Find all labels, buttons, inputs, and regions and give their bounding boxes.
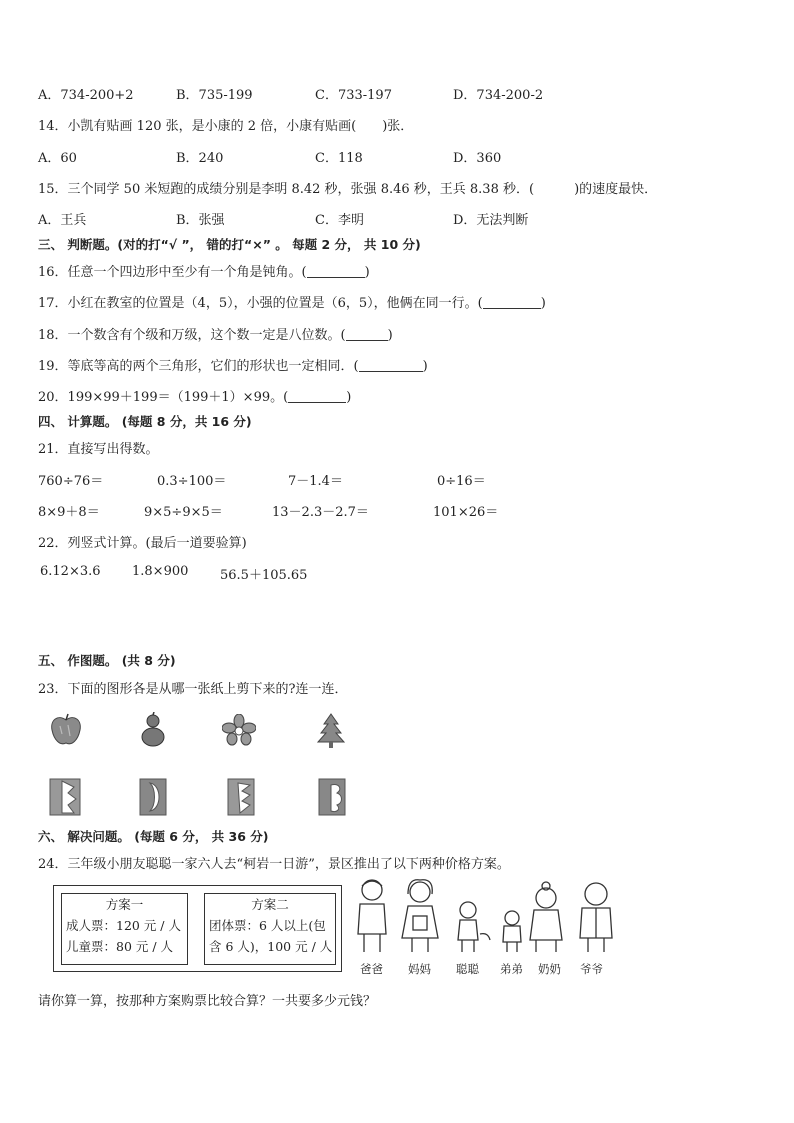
q14-option-b[interactable]: B．240: [176, 151, 224, 166]
q21-item-6[interactable]: 9×5÷9×5＝: [144, 505, 223, 520]
q16-answer-blank[interactable]: [307, 265, 365, 278]
plan-two-line1: 团体票：6 人以上(包: [209, 918, 326, 933]
section-6-heading: 六、 解决问题。 (每题 6 分， 共 36 分): [38, 829, 269, 844]
q15-option-c[interactable]: C．李明: [315, 213, 364, 228]
q24-stem: 24．三年级小朋友聪聪一家六人去“柯岩一日游”，景区推出了以下两种价格方案。: [38, 857, 510, 872]
q16: [38, 261, 370, 280]
q13-option-a[interactable]: A．734-200+2: [38, 88, 134, 103]
q16-text: 16．任意一个四边形中至少有一个角是钝角。(: [38, 265, 307, 280]
q18: [38, 324, 393, 343]
brother-figure: [503, 911, 521, 952]
q15-option-b[interactable]: B．张强: [176, 213, 225, 228]
q21-item-5[interactable]: 8×9＋8＝: [38, 505, 100, 520]
q17-close-paren: ): [540, 296, 546, 311]
label-grandpa: 爷爷: [580, 962, 603, 976]
section-5-heading: 五、 作图题。 (共 8 分): [38, 653, 176, 668]
plan-one-title: 方案一: [105, 897, 144, 912]
grandma-figure: [530, 882, 562, 952]
plan-two-title: 方案二: [251, 897, 289, 912]
q14-stem-b: )张．: [382, 119, 414, 134]
label-mom: 妈妈: [408, 962, 431, 976]
q14-stem: [38, 115, 413, 134]
mom-figure: [402, 880, 438, 952]
q23-stem: 23．下面的图形各是从哪一张纸上剪下来的?连一连．: [38, 682, 348, 697]
q19-text: 19．等底等高的两个三角形，它们的形状也一定相同．(: [38, 359, 359, 374]
paper-cut-2[interactable]: [138, 777, 168, 817]
tree-icon[interactable]: [316, 712, 346, 748]
q15-stem-b: )的速度最快．: [574, 182, 658, 197]
plan-one-adult: 成人票：120 元 / 人: [66, 918, 181, 933]
flower-icon[interactable]: [222, 714, 256, 746]
q14-option-c[interactable]: C．118: [315, 151, 363, 166]
q15-stem-a: 15．三个同学 50 米短跑的成绩分别是李明 8.42 秒，张强 8.46 秒，王兵 8.38 秒．(: [38, 182, 535, 197]
q17-answer-blank[interactable]: [483, 296, 541, 309]
q19-close-paren: ): [422, 359, 428, 374]
paper-cut-1[interactable]: [48, 777, 82, 817]
q21-stem: 21．直接写出得数。: [38, 442, 159, 457]
price-plans-box: [53, 885, 342, 972]
grandpa-figure: [580, 883, 612, 952]
q20-text: 20．199×99＋199＝（199＋1）×99。(: [38, 390, 289, 405]
label-dad: 爸爸: [360, 962, 383, 976]
q17: [38, 292, 546, 311]
q22-item-2[interactable]: 1.8×900: [132, 564, 189, 579]
q21-item-1[interactable]: 760÷76＝: [38, 474, 104, 489]
q15-stem: [38, 178, 657, 197]
q21-item-2[interactable]: 0.3÷100＝: [157, 474, 227, 489]
gourd-icon[interactable]: [138, 712, 168, 748]
plan-two: [204, 893, 336, 965]
q15-option-a[interactable]: A．王兵: [38, 213, 87, 228]
q17-text: 17．小红在教室的位置是（4，5），小强的位置是（6，5），他俩在同一行。(: [38, 296, 483, 311]
q13-option-d[interactable]: D．734-200-2: [453, 88, 544, 103]
q21-item-8[interactable]: 101×26＝: [433, 505, 499, 520]
section-3-heading: 三、 判断题。(对的打“√ ”， 错的打“×” 。 每题 2 分， 共 10 分): [38, 237, 421, 252]
plan-two-line2: 含 6 人)，100 元 / 人: [209, 939, 333, 954]
q21-item-7[interactable]: 13－2.3－2.7＝: [272, 505, 369, 520]
q18-answer-blank[interactable]: [346, 328, 388, 341]
apple-icon[interactable]: [48, 712, 84, 748]
plan-one-child: 儿童票：80 元 / 人: [66, 939, 174, 954]
q21-item-4[interactable]: 0÷16＝: [437, 474, 486, 489]
q24-question: 请你算一算，按那种方案购票比较合算？一共要多少元钱？: [38, 994, 377, 1009]
plan-one: [61, 893, 188, 965]
q13-option-b[interactable]: B．735-199: [176, 88, 253, 103]
label-grandma: 奶奶: [538, 962, 561, 976]
label-congcong: 聪聪: [456, 962, 479, 976]
q20-answer-blank[interactable]: [288, 390, 346, 403]
q14-option-d[interactable]: D．360: [453, 151, 502, 166]
q16-close-paren: ): [364, 265, 370, 280]
section-4-heading: 四、 计算题。 (每题 8 分，共 16 分): [38, 414, 252, 429]
label-brother: 弟弟: [500, 962, 523, 976]
family-illustration: [350, 876, 640, 956]
q20-close-paren: ): [346, 390, 352, 405]
paper-cut-3[interactable]: [226, 777, 256, 817]
q20: [38, 386, 351, 405]
q18-text: 18．一个数含有个级和万级，这个数一定是八位数。(: [38, 328, 346, 343]
q19: [38, 355, 428, 374]
q13-option-c[interactable]: C．733-197: [315, 88, 392, 103]
q14-option-a[interactable]: A．60: [38, 151, 77, 166]
congcong-figure: [458, 902, 490, 952]
q21-item-3[interactable]: 7－1.4＝: [288, 474, 343, 489]
q15-option-d[interactable]: D．无法判断: [453, 213, 529, 228]
dad-figure: [358, 880, 386, 952]
q22-stem: 22．列竖式计算。(最后一道要验算): [38, 536, 247, 551]
q18-close-paren: ): [387, 328, 393, 343]
q22-item-3[interactable]: 56.5＋105.65: [220, 568, 308, 583]
q14-stem-a: 14．小凯有贴画 120 张，是小康的 2 倍，小康有贴画(: [38, 119, 357, 134]
q22-item-1[interactable]: 6.12×3.6: [40, 564, 101, 579]
paper-cut-4[interactable]: [317, 777, 347, 817]
q19-answer-blank[interactable]: [359, 359, 423, 372]
